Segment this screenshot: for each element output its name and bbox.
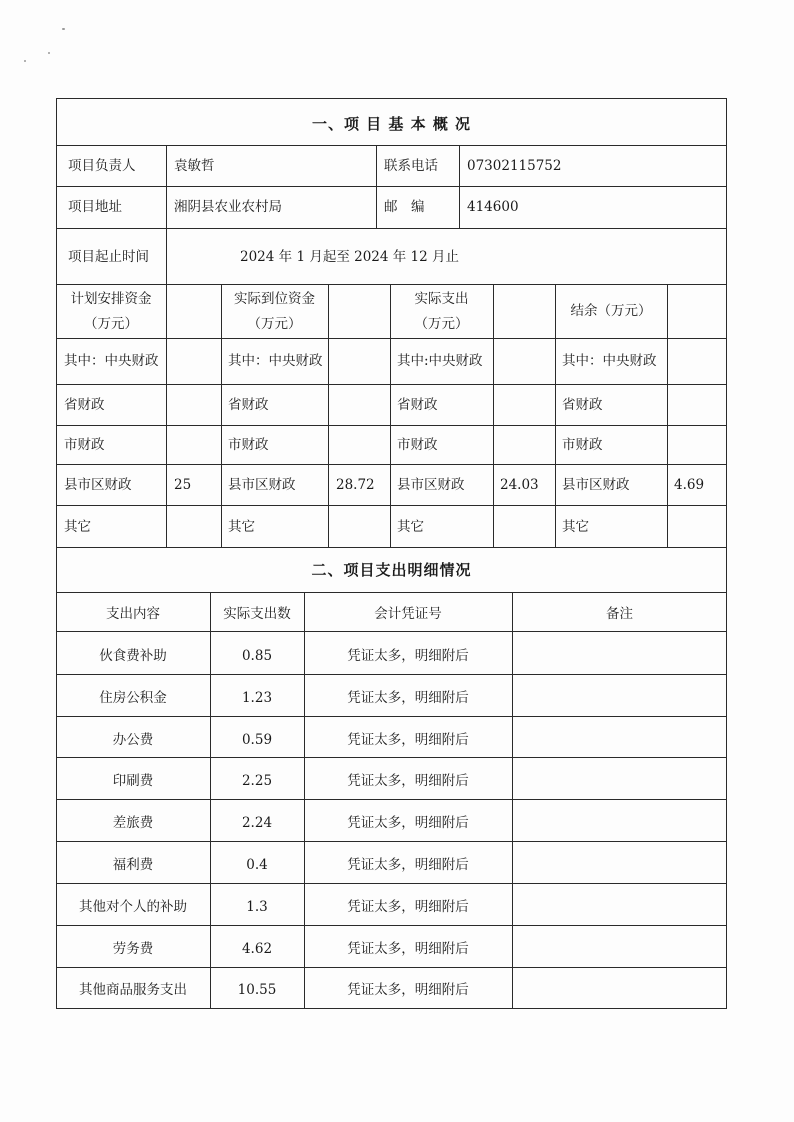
out-row-label: 省财政	[397, 397, 438, 413]
expense-voucher: 凭证太多，明细附后	[347, 982, 469, 998]
expense-amount: 2.25	[241, 773, 273, 789]
actual-out-header-unit: （万元）	[414, 316, 469, 332]
planned-header: 计划安排资金	[70, 291, 152, 307]
scan-speck	[24, 60, 26, 62]
expense-voucher: 凭证太多，明细附后	[347, 690, 469, 706]
row-divider	[56, 841, 727, 842]
expense-content: 差旅费	[112, 815, 154, 831]
expense-amount: 2.24	[241, 815, 273, 831]
planned-row-label: 省财政	[64, 397, 105, 413]
row-divider	[56, 186, 727, 187]
expense-amount: 0.59	[241, 732, 273, 748]
col-divider	[459, 145, 460, 228]
row-divider	[56, 967, 727, 968]
expense-content: 其他商品服务支出	[79, 982, 187, 998]
row-divider	[56, 145, 727, 146]
expense-content: 住房公积金	[99, 690, 167, 706]
bal-row-label: 其中：中央财政	[562, 353, 657, 369]
expense-voucher: 凭证太多，明细附后	[347, 899, 469, 915]
col-divider	[555, 284, 556, 547]
col-divider	[667, 284, 668, 547]
bal-row-label: 县市区财政	[562, 477, 630, 493]
row-divider	[56, 631, 727, 632]
in-row-value: 28.72	[336, 477, 375, 493]
row-divider	[56, 464, 727, 465]
in-row-label: 市财政	[228, 437, 269, 453]
expense-voucher: 凭证太多，明细附后	[347, 773, 469, 789]
col-divider	[376, 145, 377, 228]
expense-content: 办公费	[112, 732, 154, 748]
col-header-content: 支出内容	[106, 606, 160, 622]
bal-row-label: 市财政	[562, 437, 603, 453]
actual-in-header: 实际到位资金	[234, 291, 315, 307]
row-divider	[56, 592, 727, 593]
col-divider	[166, 284, 167, 547]
in-row-label: 其中：中央财政	[228, 353, 323, 369]
row-divider	[56, 547, 727, 548]
postcode-label: 邮 编	[384, 199, 425, 215]
out-row-value: 24.03	[500, 477, 539, 493]
out-row-label: 其它	[397, 519, 424, 535]
row-divider	[56, 425, 727, 426]
row-divider	[56, 338, 727, 339]
planned-row-label: 其中：中央财政	[64, 353, 159, 369]
section1-title: 一、项 目 基 本 概 况	[311, 115, 472, 133]
expense-content: 福利费	[112, 857, 154, 873]
row-divider	[56, 284, 727, 285]
address-value: 湘阴县农业农村局	[174, 199, 282, 215]
out-row-label: 县市区财政	[397, 477, 465, 493]
row-divider	[56, 505, 727, 506]
actual-out-header: 实际支出	[414, 291, 469, 307]
expense-amount: 4.62	[241, 941, 273, 957]
out-row-label: 市财政	[397, 437, 438, 453]
scan-speck	[48, 52, 50, 54]
leader-value: 袁敏哲	[174, 158, 215, 174]
row-divider	[56, 799, 727, 800]
row-divider	[56, 716, 727, 717]
row-divider	[56, 925, 727, 926]
expense-amount: 0.4	[246, 857, 268, 873]
phone-label: 联系电话	[384, 158, 438, 174]
planned-header-unit: （万元）	[84, 316, 138, 332]
expense-content: 其他对个人的补助	[79, 899, 187, 915]
row-divider	[56, 228, 727, 229]
expense-voucher: 凭证太多，明细附后	[347, 941, 469, 957]
col-divider	[493, 284, 494, 547]
row-divider	[56, 674, 727, 675]
expense-amount: 1.3	[246, 899, 268, 915]
expense-voucher: 凭证太多，明细附后	[347, 857, 469, 873]
scan-speck	[62, 28, 65, 30]
bal-row-label: 省财政	[562, 397, 603, 413]
actual-in-header-unit: （万元）	[247, 316, 302, 332]
planned-row-value: 25	[174, 477, 192, 493]
period-label: 项目起止时间	[68, 249, 149, 265]
row-divider	[56, 757, 727, 758]
phone-value: 07302115752	[467, 158, 562, 174]
balance-header: 结余（万元）	[570, 303, 652, 319]
out-row-label: 其中:中央财政	[397, 353, 483, 369]
period-value: 2024 年 1 月起至 2024 年 12 月止	[240, 249, 460, 265]
expense-amount: 0.85	[241, 648, 273, 664]
section2-title: 二、项目支出明细情况	[311, 561, 472, 579]
expense-voucher: 凭证太多，明细附后	[347, 648, 469, 664]
row-divider	[56, 883, 727, 884]
in-row-label: 其它	[228, 519, 255, 535]
address-label: 项目地址	[68, 199, 122, 215]
in-row-label: 省财政	[228, 397, 269, 413]
col-divider	[166, 145, 167, 284]
expense-voucher: 凭证太多，明细附后	[347, 815, 469, 831]
col-header-note: 备注	[606, 606, 633, 622]
expense-content: 伙食费补助	[99, 648, 167, 664]
expense-content: 印刷费	[112, 773, 154, 789]
planned-row-label: 县市区财政	[64, 477, 132, 493]
col-header-amount: 实际支出数	[223, 606, 291, 622]
leader-label: 项目负责人	[68, 158, 136, 174]
row-divider	[56, 384, 727, 385]
bal-row-value: 4.69	[674, 477, 705, 493]
expense-voucher: 凭证太多，明细附后	[347, 732, 469, 748]
expense-content: 劳务费	[112, 941, 154, 957]
bal-row-label: 其它	[562, 519, 589, 535]
in-row-label: 县市区财政	[228, 477, 296, 493]
postcode-value: 414600	[467, 199, 519, 215]
expense-amount: 10.55	[237, 982, 277, 998]
col-divider	[328, 284, 329, 547]
planned-row-label: 市财政	[64, 437, 105, 453]
expense-amount: 1.23	[241, 690, 273, 706]
col-divider	[512, 592, 513, 1009]
col-header-voucher: 会计凭证号	[374, 606, 442, 622]
planned-row-label: 其它	[64, 519, 91, 535]
